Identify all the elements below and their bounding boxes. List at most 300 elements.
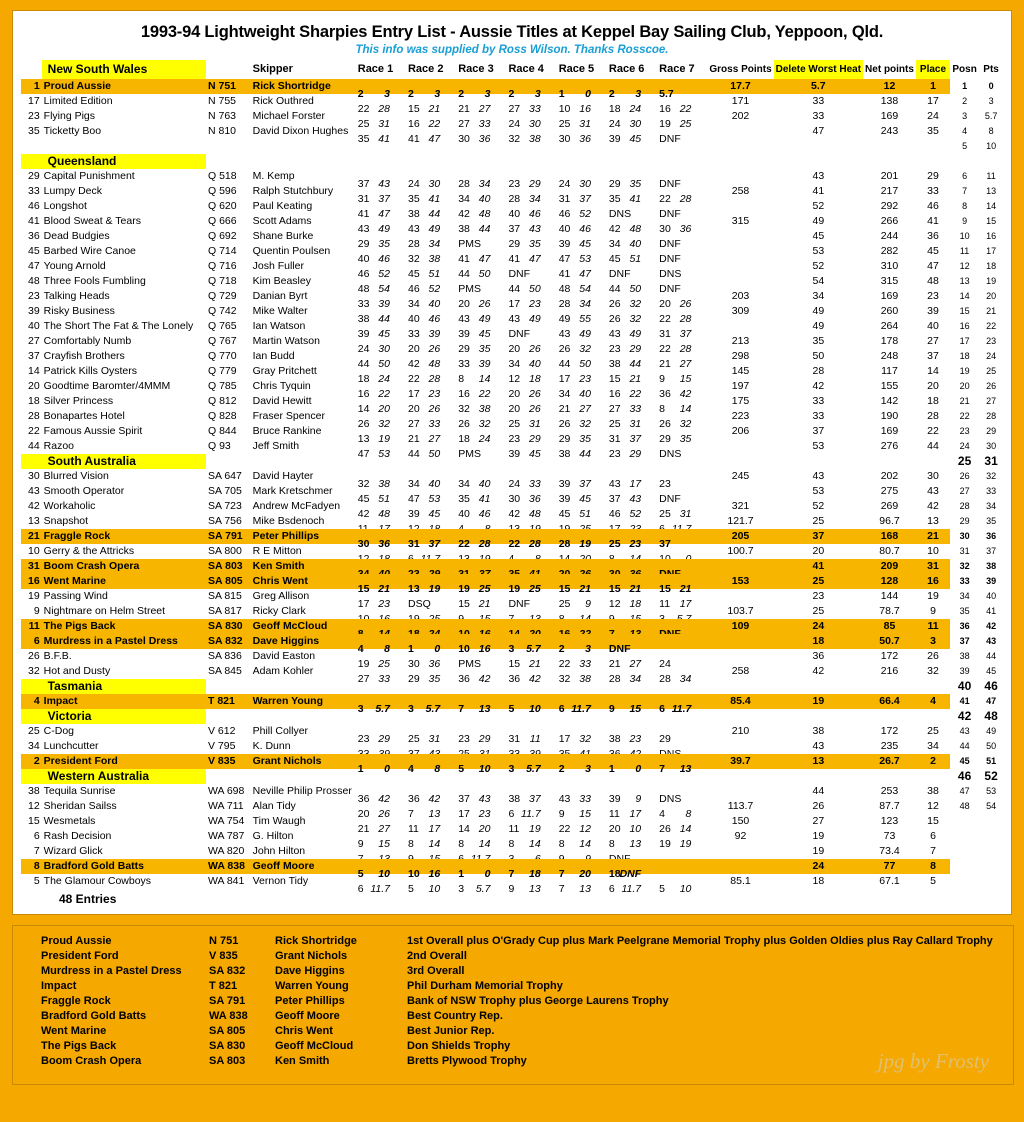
race-result-4	[506, 559, 556, 574]
table-row[interactable]	[21, 409, 1003, 424]
header-delete-worst-heat: Delete Worst Heat	[774, 60, 863, 79]
race-place: 39	[558, 477, 571, 490]
gross-points: 205	[707, 529, 773, 544]
table-row[interactable]	[21, 199, 1003, 214]
state-row-blank	[356, 154, 406, 169]
race-place: 15	[357, 582, 370, 595]
place-value: 39	[927, 305, 939, 317]
boat-name: Sheridan Sailss	[43, 800, 117, 812]
table-row[interactable]	[21, 634, 1003, 649]
race-result-4	[506, 259, 556, 280]
gross-points	[707, 439, 773, 454]
row-number: 15	[27, 815, 40, 827]
gross-points	[707, 229, 773, 244]
row-number: 22	[27, 425, 40, 437]
boat-name: President Ford	[42, 754, 206, 769]
race-result-4	[506, 784, 556, 805]
race-result-2	[406, 499, 456, 520]
race-place: 20	[357, 807, 370, 820]
race-result-1	[356, 649, 406, 670]
race-points: 32	[579, 732, 591, 745]
delete-worst-heat: 13	[774, 754, 863, 769]
race-result-7	[657, 94, 707, 115]
table-row[interactable]	[21, 94, 1003, 109]
race-result-1	[356, 589, 406, 610]
race-result-6	[607, 289, 657, 310]
race-points: 46	[478, 507, 491, 520]
table-row[interactable]	[21, 184, 1003, 199]
race-place: 32	[558, 672, 571, 685]
pts-value: 53	[979, 784, 1003, 799]
sail-number: Q 666	[207, 215, 237, 227]
table-row[interactable]	[21, 79, 1003, 94]
race-points: 44	[579, 447, 591, 460]
race-points: 35	[629, 177, 642, 190]
race-points: 46	[579, 222, 591, 235]
table-row[interactable]	[21, 424, 1003, 439]
race-result-5	[557, 424, 607, 445]
table-row[interactable]	[21, 799, 1003, 814]
race-result-3	[456, 724, 506, 745]
race-points: 9	[585, 597, 591, 610]
race-result-5	[557, 319, 607, 340]
race-result-4	[506, 724, 556, 745]
race-points: 40	[428, 297, 441, 310]
race-result-1	[356, 274, 406, 295]
race-place: 8	[558, 837, 565, 850]
race-place: 10	[458, 642, 470, 655]
table-row[interactable]	[21, 874, 1003, 889]
pts-value: 19	[979, 274, 1003, 289]
race-points: 33	[579, 792, 591, 805]
place-value: 19	[927, 590, 939, 602]
race-result-6	[607, 559, 657, 574]
race-place: 40	[407, 312, 420, 325]
sail-number: T 821	[206, 694, 251, 709]
race-place: 15	[458, 597, 470, 610]
race-place: 46	[558, 207, 571, 220]
race-points: 23	[579, 372, 591, 385]
race-points: 32	[478, 417, 491, 430]
race-result-5	[557, 589, 607, 610]
table-row[interactable]	[21, 574, 1003, 589]
gross-points: 171	[731, 95, 750, 107]
pts-value: 30	[979, 439, 1003, 454]
skipper-name: Andrew McFadyen	[252, 500, 341, 512]
net-points: 276	[880, 440, 899, 452]
table-row[interactable]	[21, 214, 1003, 229]
boat-name: Went Marine	[42, 574, 206, 589]
race-place: 29	[407, 672, 420, 685]
table-row[interactable]	[21, 124, 1003, 139]
race-place: 3	[508, 762, 515, 775]
boat-name: Bradford Gold Batts	[42, 859, 206, 874]
race-place: 36	[458, 672, 470, 685]
header-race-5: Race 5	[558, 63, 595, 75]
table-row[interactable]	[21, 649, 1003, 664]
race-points: 8	[685, 807, 692, 820]
race-place: 26	[357, 417, 370, 430]
delete-worst-heat: 33	[812, 95, 825, 107]
sail-number: SA 803	[206, 559, 251, 574]
boat-name: Murdress in a Pastel Dress	[42, 634, 206, 649]
sail-number: N 763	[207, 110, 237, 122]
race-result-7	[657, 559, 707, 574]
race-points: 24	[478, 432, 491, 445]
table-row[interactable]	[21, 559, 1003, 574]
race-result-7	[657, 754, 707, 775]
place-value: 25	[927, 725, 939, 737]
skipper-name: David Hewitt	[252, 395, 312, 407]
spacer-cell	[251, 139, 356, 154]
race-result-3	[456, 529, 506, 550]
state-row-blank	[251, 709, 356, 724]
race-result-5	[557, 619, 607, 634]
race-place: 17	[508, 297, 521, 310]
table-row[interactable]	[21, 724, 1003, 739]
table-row[interactable]	[21, 844, 1003, 859]
race-points: 5.7	[526, 642, 541, 655]
posn-value	[950, 874, 979, 889]
race-place: 13	[407, 582, 420, 595]
race-points: 27	[679, 357, 692, 370]
table-row[interactable]	[21, 304, 1003, 319]
entry-list-table	[21, 60, 1003, 895]
race-result-2	[406, 394, 456, 415]
net-points: 117	[881, 365, 898, 377]
spacer-cell	[42, 139, 206, 154]
table-row[interactable]	[21, 484, 1003, 499]
gross-points: 153	[707, 574, 773, 589]
header-net-points: Net points	[865, 64, 914, 75]
posn-value: 10	[950, 229, 979, 244]
table-row[interactable]	[21, 229, 1003, 244]
race-points: 17	[428, 822, 441, 835]
race-points: 43	[478, 792, 491, 805]
race-points: 11.7	[521, 807, 541, 820]
race-points: 50	[629, 282, 642, 295]
race-result-5	[557, 214, 607, 235]
table-row[interactable]	[21, 394, 1003, 409]
boat-name: The Pigs Back	[42, 619, 206, 634]
gross-points: 223	[731, 410, 750, 422]
boat-name: Crayfish Brothers	[43, 350, 125, 362]
table-row[interactable]	[21, 499, 1003, 514]
delete-worst-heat: 20	[812, 545, 825, 557]
place-value: 22	[927, 425, 939, 437]
race-result-7	[657, 349, 707, 370]
sail-number: Q 718	[207, 275, 237, 287]
posn-value: 6	[950, 169, 979, 184]
table-row[interactable]	[21, 259, 1003, 274]
race-place: 25	[508, 417, 521, 430]
pts-value: 24	[979, 349, 1003, 364]
race-result-3	[456, 109, 506, 130]
race-points: 35	[529, 237, 541, 250]
race-result-2	[406, 604, 456, 619]
race-points: 39	[478, 357, 491, 370]
race-result-4	[506, 439, 556, 460]
table-row[interactable]	[21, 754, 1003, 769]
table-row[interactable]	[21, 439, 1003, 454]
gross-points	[707, 739, 773, 754]
delete-worst-heat: 19	[812, 845, 825, 857]
table-row[interactable]	[21, 514, 1003, 529]
race-place: 26	[608, 312, 621, 325]
race-result-4	[506, 409, 556, 430]
row-number: 27	[27, 335, 40, 347]
race-result-3	[456, 364, 506, 385]
race-result-6	[607, 349, 657, 370]
race-points: 11.7	[671, 702, 692, 715]
gross-points	[707, 274, 773, 289]
race-place: 37	[659, 537, 671, 550]
race-points: 53	[579, 252, 591, 265]
race-result-7	[657, 334, 707, 355]
race-result-2	[406, 529, 456, 550]
skipper-name: Jeff Smith	[252, 440, 300, 452]
race-result-3	[456, 649, 506, 670]
skipper-name: Chris Went	[251, 574, 356, 589]
table-row[interactable]	[21, 349, 1003, 364]
race-points: 54	[579, 282, 591, 295]
place-value: 4	[916, 694, 950, 709]
race-result-3	[456, 334, 506, 355]
boat-name: Three Fools Fumbling	[43, 275, 146, 287]
race-place: 26	[558, 417, 571, 430]
race-points: 38	[428, 252, 441, 265]
table-row[interactable]	[21, 829, 1003, 844]
header-state-nsw: New South Wales	[42, 60, 206, 79]
state-row-pad	[21, 679, 42, 694]
race-result-6	[607, 379, 657, 400]
race-result-4	[506, 694, 556, 715]
table-row[interactable]	[21, 469, 1003, 484]
race-result-7	[657, 124, 707, 145]
delete-worst-heat: 23	[812, 590, 825, 602]
race-result-2	[406, 844, 456, 859]
pts-value: 29	[979, 424, 1003, 439]
race-place: 23	[659, 477, 671, 490]
skipper-name: R E Mitton	[252, 545, 302, 557]
boat-name: Tequila Sunrise	[43, 785, 116, 797]
table-row[interactable]	[21, 169, 1003, 184]
race-points: 13	[679, 762, 692, 775]
boat-name: Barbed Wire Canoe	[43, 245, 136, 257]
table-row[interactable]	[21, 274, 1003, 289]
race-points: 50	[529, 282, 541, 295]
row-number: 4	[21, 694, 42, 709]
boat-name: Bonapartes Hotel	[43, 410, 125, 422]
race-place: 12	[508, 372, 521, 385]
posn-value	[950, 829, 979, 844]
race-points: 39	[378, 297, 390, 310]
race-points: 32	[629, 312, 642, 325]
race-points: 26	[428, 342, 441, 355]
race-points: 19	[679, 837, 692, 850]
net-points: 138	[880, 95, 899, 107]
race-place: 26	[659, 417, 671, 430]
race-points: 28	[529, 537, 541, 550]
spacer-cell	[863, 139, 916, 154]
race-points: 45	[478, 327, 491, 340]
place-value: 5	[930, 875, 936, 887]
net-points: 50.7	[863, 634, 916, 649]
trophy-boat-name: Boom Crash Opera	[41, 1055, 142, 1067]
sail-number: N 810	[207, 125, 237, 137]
boat-name: B.F.B.	[43, 650, 72, 662]
gross-points	[707, 589, 773, 604]
race-result-1	[356, 559, 406, 574]
delete-worst-heat: 25	[812, 515, 825, 527]
race-place: 5.7	[659, 87, 674, 100]
place-value: 46	[927, 200, 939, 212]
sail-number: WA 838	[206, 859, 251, 874]
race-result-1	[356, 784, 406, 805]
place-value: 45	[927, 245, 939, 257]
race-points: 42	[378, 792, 390, 805]
race-result-3	[456, 304, 506, 325]
race-result-7	[657, 244, 707, 265]
race-points: 31	[529, 417, 541, 430]
pts-value: 42	[979, 619, 1003, 634]
race-place: 29	[357, 237, 370, 250]
race-result-6	[607, 199, 657, 220]
row-number: 6	[21, 634, 42, 649]
race-place: 21	[608, 657, 621, 670]
table-row[interactable]	[21, 859, 1003, 874]
table-row[interactable]	[21, 604, 1003, 619]
race-place: 42	[608, 222, 621, 235]
race-points: 11.7	[571, 702, 591, 715]
race-result-5	[557, 244, 607, 265]
table-row[interactable]	[21, 784, 1003, 799]
race-result-1	[356, 379, 406, 400]
race-points: 42	[478, 672, 491, 685]
pts-value: 36	[979, 529, 1003, 544]
table-row[interactable]	[21, 694, 1003, 709]
race-place: 25	[357, 117, 370, 130]
skipper-name: Kim Beasley	[252, 275, 311, 287]
race-result-5	[557, 334, 607, 355]
race-result-5	[557, 379, 607, 400]
race-result-6	[607, 754, 657, 775]
boat-name: Impact	[42, 694, 206, 709]
race-place: PMS	[458, 447, 481, 460]
race-points: 28	[679, 312, 692, 325]
state-name: Queensland	[42, 154, 206, 169]
place-value: 23	[927, 290, 939, 302]
race-result-2	[406, 304, 456, 325]
race-points: 32	[679, 417, 692, 430]
race-result-5	[557, 649, 607, 670]
race-result-1	[356, 79, 406, 100]
race-place: 6	[357, 882, 364, 895]
race-points: 36	[478, 132, 491, 145]
race-points: 22	[378, 387, 390, 400]
table-row[interactable]	[21, 619, 1003, 634]
pts-value: 50	[979, 739, 1003, 754]
table-row[interactable]	[21, 529, 1003, 544]
race-points: 23	[478, 807, 491, 820]
race-result-4	[506, 229, 556, 250]
pts-value: 28	[979, 409, 1003, 424]
table-row[interactable]	[21, 244, 1003, 259]
net-points: 253	[880, 785, 899, 797]
race-result-1	[356, 529, 406, 550]
delete-worst-heat: 25	[812, 605, 825, 617]
race-place: 36	[508, 672, 521, 685]
race-points: 19	[529, 822, 541, 835]
trophy-row	[37, 1009, 997, 1024]
race-result-6	[607, 499, 657, 520]
table-row[interactable]	[21, 319, 1003, 334]
race-points: 10	[428, 882, 441, 895]
race-place: 27	[508, 102, 521, 115]
race-points: 10	[629, 822, 642, 835]
table-row[interactable]	[21, 334, 1003, 349]
race-place: 28	[508, 192, 521, 205]
posn-value: 25	[950, 454, 979, 469]
table-row[interactable]	[21, 379, 1003, 394]
trophy-boat-name: Bradford Gold Batts	[41, 1010, 147, 1022]
race-result-3	[456, 829, 506, 850]
race-place: 23	[608, 447, 621, 460]
table-row[interactable]	[21, 739, 1003, 754]
table-row[interactable]	[21, 109, 1003, 124]
race-result-7	[657, 364, 707, 385]
race-result-3	[456, 514, 506, 529]
table-row[interactable]	[21, 814, 1003, 829]
race-place: DNS	[659, 267, 682, 280]
table-row[interactable]	[21, 664, 1003, 679]
pts-value: 49	[979, 724, 1003, 739]
table-row[interactable]	[21, 589, 1003, 604]
pts-value: 45	[979, 664, 1003, 679]
state-row-blank	[916, 769, 950, 784]
sail-number: Q 828	[207, 410, 237, 422]
net-points: 266	[880, 215, 899, 227]
race-result-2	[406, 814, 456, 835]
race-place: DNF	[659, 207, 681, 220]
race-result-7	[657, 844, 707, 859]
table-row[interactable]	[21, 364, 1003, 379]
table-row[interactable]	[21, 544, 1003, 559]
race-points: 44	[478, 222, 491, 235]
race-place: 17	[558, 732, 571, 745]
race-result-1	[356, 214, 406, 235]
boat-name: Rash Decision	[43, 830, 112, 842]
race-points: 34	[478, 177, 491, 190]
header-race-3: Race 3	[458, 63, 494, 75]
race-result-5	[557, 574, 607, 595]
race-points: 44	[428, 207, 441, 220]
race-place: 17	[458, 807, 470, 820]
gross-points	[707, 559, 773, 574]
table-row[interactable]	[21, 289, 1003, 304]
race-result-5	[557, 784, 607, 805]
race-result-5	[557, 109, 607, 130]
race-place: 36	[357, 792, 370, 805]
pts-value: 32	[979, 469, 1003, 484]
sail-number: WA 711	[207, 800, 244, 812]
race-result-6	[607, 589, 657, 610]
race-result-7	[657, 874, 707, 895]
race-result-3	[456, 544, 506, 559]
race-result-7	[657, 589, 707, 610]
race-points: 49	[428, 222, 441, 235]
race-place: 39	[458, 327, 470, 340]
